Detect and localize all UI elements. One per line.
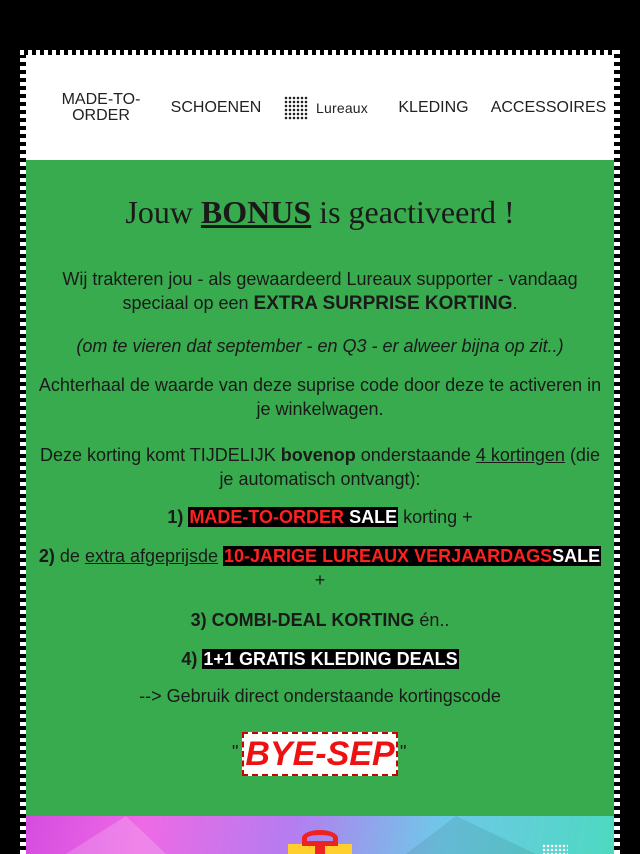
extra-t2: onderstaande bbox=[355, 445, 476, 465]
banner-shape bbox=[406, 816, 536, 854]
deal-3 bbox=[36, 608, 604, 632]
top-border bbox=[20, 50, 620, 55]
banner-logo-dots-icon bbox=[542, 844, 568, 854]
deal-1-white: SALE bbox=[344, 507, 398, 527]
logo-dots-icon bbox=[284, 96, 308, 120]
cta-text: --> Gebruik direct onderstaande kortingscode bbox=[139, 686, 501, 706]
intro-end: . bbox=[512, 293, 518, 313]
headline-pre: Jouw bbox=[125, 194, 201, 230]
headline-post: is geactiveerd ! bbox=[311, 194, 515, 230]
extra-t1: Deze korting komt TIJDELIJK bbox=[40, 445, 281, 465]
discount-code[interactable]: BYE-SEP bbox=[242, 732, 398, 776]
nav-made-to-order[interactable]: MADE-TO-ORDER bbox=[61, 91, 141, 124]
headline bbox=[26, 194, 614, 231]
gift-bow bbox=[302, 830, 338, 846]
extra-t3: (die je automatisch ontvangt): bbox=[219, 445, 600, 489]
promo-section bbox=[26, 160, 614, 816]
intro-text bbox=[36, 267, 604, 316]
deal-1-number: 1) bbox=[167, 507, 184, 527]
extra-bold: bovenop bbox=[280, 445, 356, 465]
deal-4-label: 1+1 GRATIS KLEDING DEALS bbox=[203, 649, 458, 669]
deal-1-red: MADE-TO-ORDER bbox=[189, 507, 345, 527]
deal-3-number: 3) bbox=[190, 610, 207, 630]
deal-1-after: korting + bbox=[398, 507, 473, 527]
email-frame bbox=[20, 50, 620, 854]
gift-icon bbox=[288, 830, 352, 854]
logo-text: Lureaux bbox=[316, 100, 368, 116]
deal-2-label bbox=[223, 546, 601, 566]
banner-shape bbox=[66, 816, 166, 854]
deal-2-link[interactable]: extra afgeprijsde bbox=[84, 546, 219, 566]
gift-banner[interactable] bbox=[26, 816, 614, 854]
intro-body: Wij trakteren jou - als gewaardeerd Lureaux supporter - vandaag speciaal op een bbox=[62, 269, 578, 313]
nav-kleding[interactable]: KLEDING bbox=[398, 99, 469, 116]
deal-3-bold: COMBI-DEAL KORTING bbox=[206, 610, 415, 630]
intro-emphasis: EXTRA SURPRISE KORTING bbox=[253, 293, 513, 314]
nav-schoenen[interactable]: SCHOENEN bbox=[170, 99, 262, 116]
deal-2-pre: de bbox=[54, 546, 85, 566]
activate-text: Achterhaal de waarde van deze suprise code door deze te activeren in je winkelwagen. bbox=[38, 375, 602, 419]
code-quote-left: " bbox=[232, 742, 239, 762]
four-discounts-link[interactable]: 4 kortingen bbox=[475, 445, 565, 465]
september-note: (om te vieren dat september - en Q3 - er alweer bijna op zit..) bbox=[76, 336, 564, 356]
deal-2-white: SALE bbox=[552, 546, 601, 566]
deal-1-label bbox=[188, 507, 398, 527]
deal-4-number: 4) bbox=[181, 649, 198, 669]
extra-discount-text bbox=[36, 443, 604, 491]
nav-accessoires[interactable]: ACCESSOIRES bbox=[490, 99, 607, 116]
top-navigation bbox=[26, 56, 614, 160]
deal-2-red: 10-JARIGE LUREAUX VERJAARDAGS bbox=[224, 546, 553, 566]
deal-2 bbox=[36, 544, 604, 592]
deal-2-number: 2) bbox=[38, 546, 55, 566]
deal-3-after: én.. bbox=[414, 610, 450, 630]
headline-bonus: BONUS bbox=[200, 194, 312, 230]
deal-4 bbox=[36, 647, 604, 671]
deal-1 bbox=[36, 505, 604, 529]
lureaux-logo[interactable] bbox=[276, 56, 376, 160]
code-quote-right: " bbox=[400, 742, 407, 762]
deal-2-after: + bbox=[314, 570, 326, 590]
